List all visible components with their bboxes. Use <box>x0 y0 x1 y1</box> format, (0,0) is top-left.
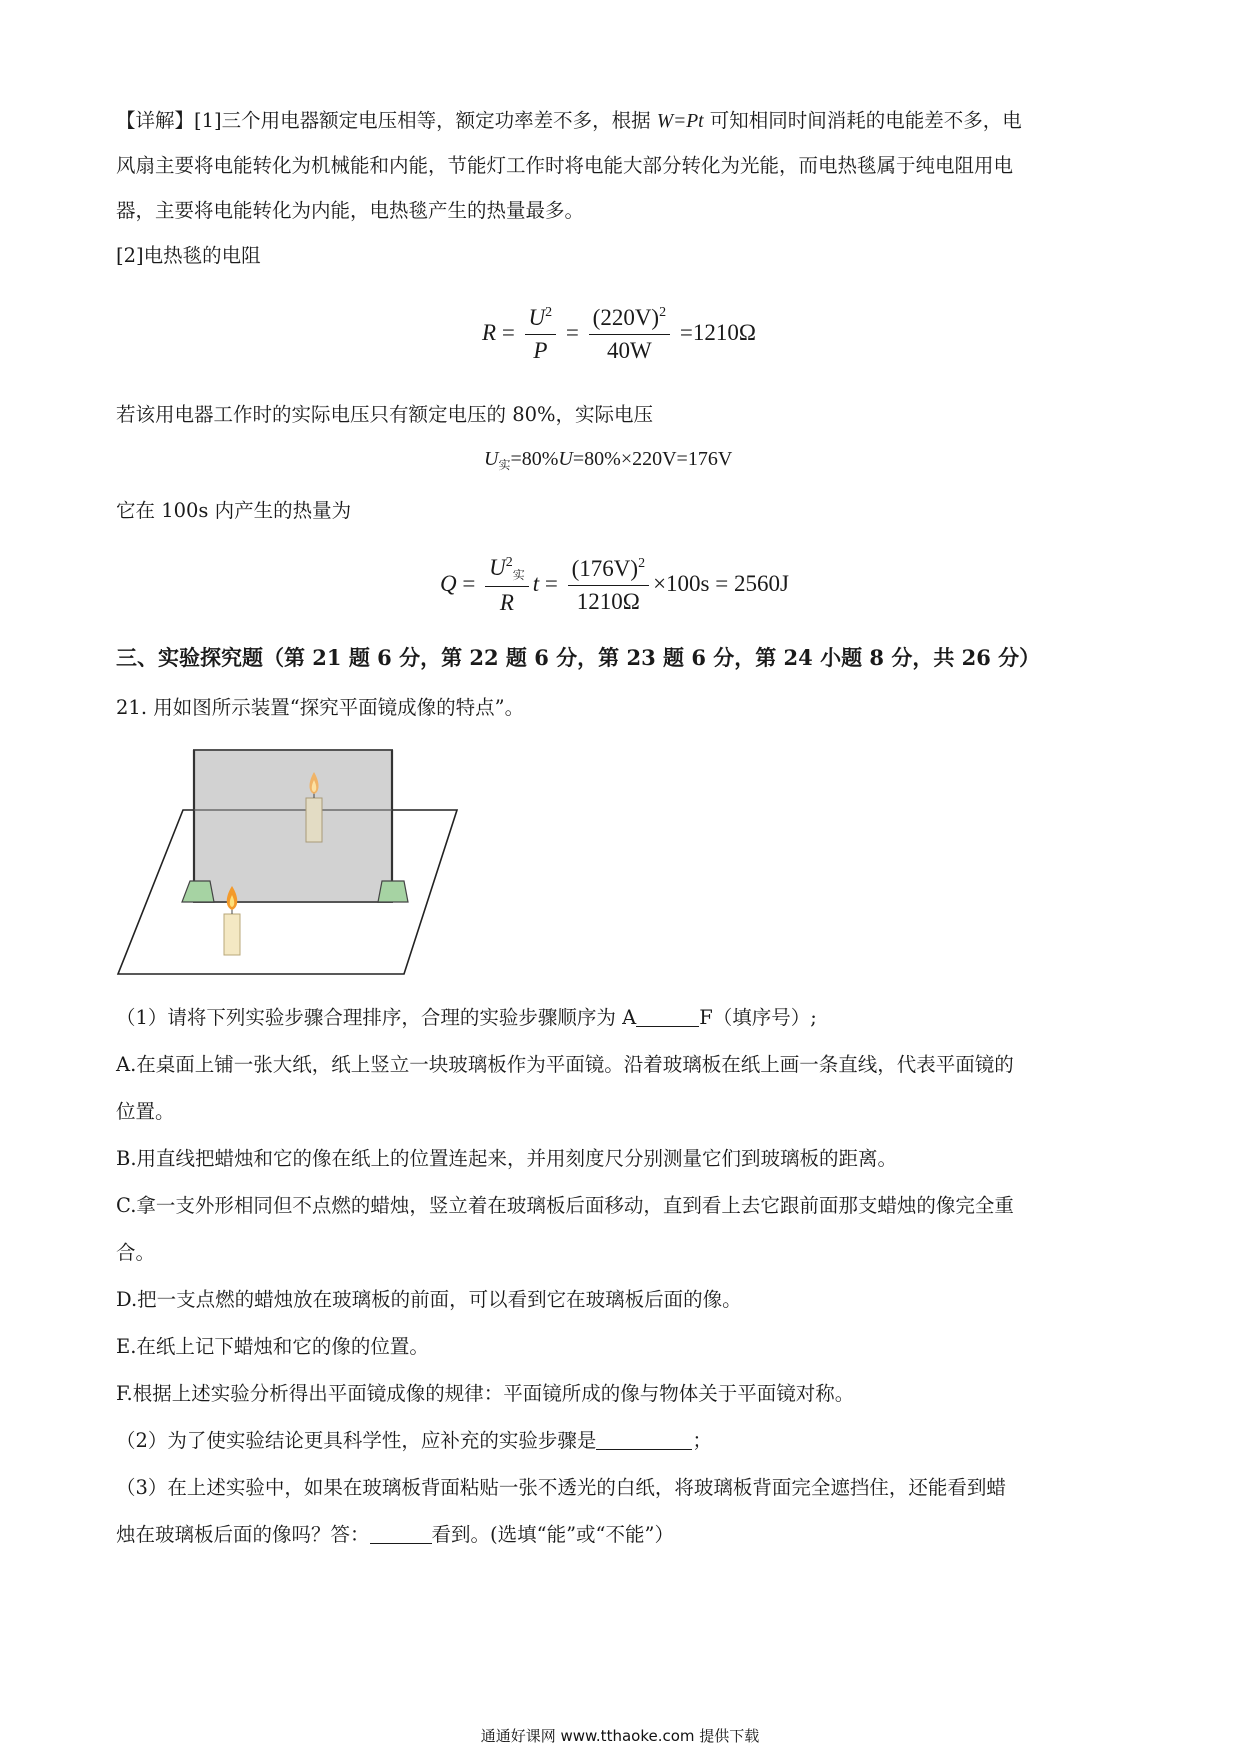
q21-part2 <box>116 1426 712 1456</box>
step-e: E.在纸上记下蜡烛和它的像的位置。 <box>116 1335 429 1358</box>
detail-line-6: 它在 100s 内产生的热量为 <box>116 499 352 522</box>
eq3-t: t <box>532 570 540 596</box>
heat-equation: Q = $\frac{U^2实}{R}$ t = $\frac{(176V)^2}{1210\Omega}$ ×100s = 2560J <box>440 555 789 615</box>
eq3-fraction-2 <box>568 556 649 615</box>
step-f: F.根据上述实验分析得出平面镜成像的规律：平面镜所成的像与物体关于平面镜对称。 <box>116 1382 855 1405</box>
eq3-fraction-1 <box>485 555 529 616</box>
eq3-num2: (176V) <box>571 556 639 581</box>
q21-part1-post: F（填序号）; <box>699 1006 817 1029</box>
can-see-answer-blank[interactable] <box>370 1523 432 1544</box>
q21-part1-pre: （1）请将下列实验步骤合理排序，合理的实验步骤顺序为 A <box>116 1006 637 1029</box>
eq2-var: U <box>484 448 499 470</box>
eq1-num2-sup: 2 <box>659 305 667 320</box>
eq3-num1-sub: 实 <box>512 568 525 582</box>
eq1-num1: U <box>528 305 546 330</box>
voltage-equation <box>484 448 732 473</box>
q21-part3-line-2 <box>116 1520 674 1550</box>
step-a-line-1: A.在桌面上铺一张大纸，纸上竖立一块玻璃板作为平面镜。沿着玻璃板在纸上画一条直线，代表平面镜的 <box>116 1053 1014 1076</box>
eq3-den1: R <box>499 590 514 615</box>
detail-line-2: 风扇主要将电能转化为机械能和内能，节能灯工作时将电能大部分转化为光能，而电热毯属于纯电阻用电 <box>116 154 1014 177</box>
power-formula: W=Pt <box>656 111 704 132</box>
eq3-lhs: Q <box>440 570 457 596</box>
glass-plate <box>194 750 392 902</box>
step-order-blank[interactable] <box>636 1006 699 1027</box>
eq1-rhs: =1210Ω <box>679 319 756 345</box>
page-footer: 通通好课网 www.tthaoke.com 提供下载 <box>480 1727 760 1745</box>
step-c-line-1: C.拿一支外形相同但不点燃的蜡烛，竖立着在玻璃板后面移动，直到看上去它跟前面那支蜡烛的像完全重 <box>116 1194 1014 1217</box>
step-c-line-2: 合。 <box>116 1241 156 1264</box>
detail-line-1-post: 可知相同时间消耗的电能差不多，电 <box>703 109 1022 132</box>
detail-line-3: 器，主要将电能转化为内能，电热毯产生的热量最多。 <box>116 199 585 222</box>
detail-line-5: 若该用电器工作时的实际电压只有额定电压的 80%，实际电压 <box>116 403 654 426</box>
eq3-num1: U <box>489 555 506 580</box>
q21-part3-pre: 烛在玻璃板后面的像吗？答： <box>116 1523 370 1546</box>
eq1-den1: P <box>533 338 548 363</box>
supplement-step-blank[interactable] <box>596 1429 692 1450</box>
eq1-num1-sup: 2 <box>545 305 553 320</box>
eq3-num2-sup: 2 <box>638 556 646 571</box>
eq1-fraction-2 <box>589 305 670 364</box>
step-b: B.用直线把蜡烛和它的像在纸上的位置连起来，并用刻度尺分别测量它们到玻璃板的距离。 <box>116 1147 898 1170</box>
detail-line-1-pre: 【详解】[1]三个用电器额定电压相等，额定功率差不多，根据 <box>116 109 657 132</box>
step-d: D.把一支点燃的蜡烛放在玻璃板的前面，可以看到它在玻璃板后面的像。 <box>116 1288 742 1311</box>
detail-line-1 <box>116 106 1022 137</box>
right-support <box>378 881 408 902</box>
eq1-lhs: R <box>482 319 497 345</box>
q21-part3-post: 看到。(选填“能”或“不能”） <box>431 1523 674 1546</box>
eq3-num1-sup: 2 <box>505 555 513 570</box>
eq3-rhs: ×100s = 2560J <box>653 570 789 596</box>
eq2-rest-pre: =80% <box>510 448 559 470</box>
eq1-den2: 40W <box>607 338 652 363</box>
q21-stem: 21. 用如图所示装置“探究平面镜成像的特点”。 <box>116 696 525 719</box>
plane-mirror-apparatus-figure <box>112 742 472 982</box>
section-heading: 三、实验探究题（第 21 题 6 分，第 22 题 6 分，第 23 题 6 分，第 24 小题 8 分，共 26 分） <box>116 645 1041 670</box>
eq2-rest-post: =80%×220V=176V <box>572 448 733 470</box>
detail-line-4: [2]电热毯的电阻 <box>116 244 261 267</box>
left-support <box>182 881 214 902</box>
eq1-fraction-1 <box>525 305 557 364</box>
eq2-rest-var: U <box>558 448 573 470</box>
eq1-num2: (220V) <box>592 305 660 330</box>
eq3-den2: 1210Ω <box>576 589 640 614</box>
resistance-equation: R = $\frac{U^2}{P}$ = $\frac{(220V)^2}{40W}$ =1210Ω <box>482 305 756 363</box>
q21-part1 <box>116 1003 817 1033</box>
eq2-sub: 实 <box>498 458 511 472</box>
q21-part2-pre: （2）为了使实验结论更具科学性，应补充的实验步骤是 <box>116 1429 597 1452</box>
q21-part3-line-1: （3）在上述实验中，如果在玻璃板背面粘贴一张不透光的白纸，将玻璃板背面完全遮挡住，还能看到蜡 <box>116 1476 1006 1499</box>
q21-part2-post: ； <box>692 1429 712 1452</box>
step-a-line-2: 位置。 <box>116 1100 175 1123</box>
